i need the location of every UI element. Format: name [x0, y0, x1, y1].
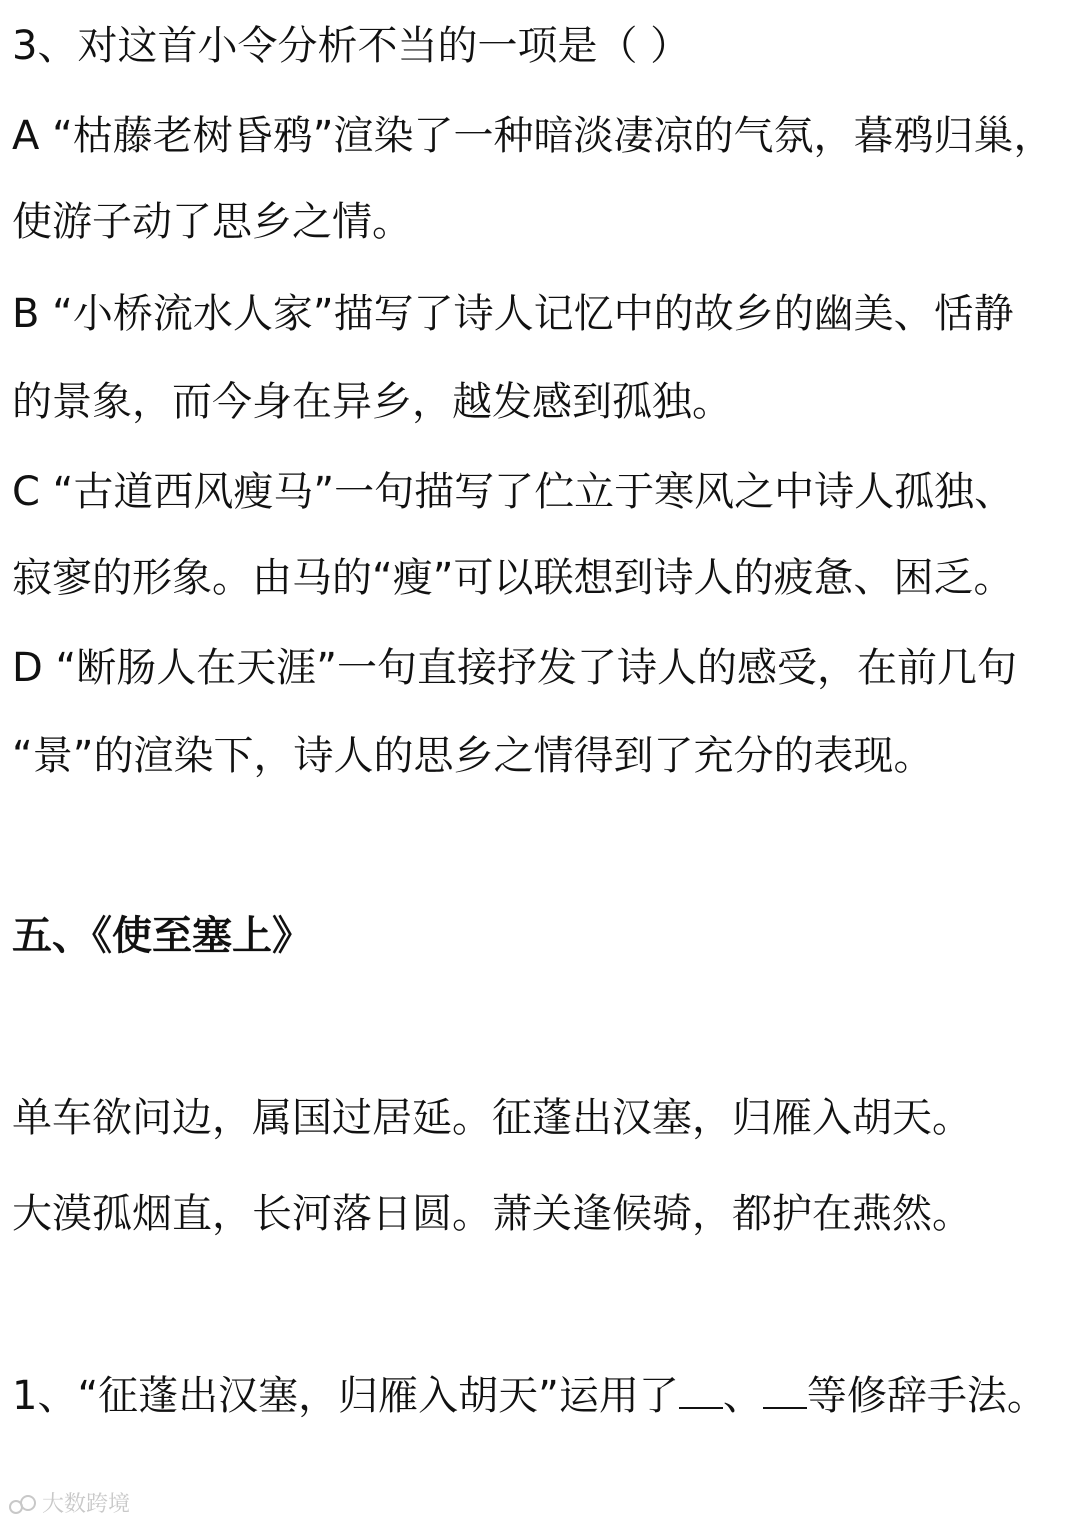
- answer-blank-2[interactable]: [763, 1377, 807, 1409]
- question-1-separator: 、: [722, 1373, 763, 1419]
- watermark: [8, 1492, 130, 1518]
- option-a-line-1: A “枯藤老树昏鸦”渲染了一种暗淡凄凉的气氛，暮鸦归巢，: [12, 113, 1054, 159]
- option-b-line-1: B “小桥流水人家”描写了诗人记忆中的故乡的幽美、恬静: [12, 291, 1014, 337]
- poem-line-1: 单车欲问边，属国过居延。征蓬出汉塞，归雁入胡天。: [12, 1095, 972, 1141]
- question-1: [12, 1372, 1047, 1420]
- option-d-line-2: “景”的渲染下，诗人的思乡之情得到了充分的表现。: [12, 733, 934, 779]
- option-c-line-2: 寂寥的形象。由马的“瘦”可以联想到诗人的疲惫、困乏。: [12, 555, 1014, 601]
- question-1-prefix: 1、“征蓬出汉塞，归雁入胡天”运用了: [12, 1373, 679, 1419]
- poem-line-2: 大漠孤烟直，长河落日圆。萧关逢候骑，都护在燕然。: [12, 1191, 972, 1237]
- option-b-line-2: 的景象，而今身在异乡，越发感到孤独。: [12, 379, 732, 425]
- answer-blank-1[interactable]: [679, 1377, 723, 1409]
- watermark-text: 大数跨境: [42, 1492, 131, 1517]
- question-1-suffix: 等修辞手法。: [806, 1373, 1047, 1419]
- question-3-stem: 3、对这首小令分析不当的一项是（ ）: [12, 23, 691, 69]
- option-c-line-1: C “古道西风瘦马”一句描写了伫立于寒风之中诗人孤独、: [12, 469, 1015, 515]
- logo-icon: [8, 1494, 38, 1516]
- option-d-line-1: D “断肠人在天涯”一句直接抒发了诗人的感受，在前几句: [12, 645, 1017, 691]
- option-a-line-2: 使游子动了思乡之情。: [12, 199, 412, 245]
- section-5-heading: 五、《使至塞上》: [12, 913, 312, 959]
